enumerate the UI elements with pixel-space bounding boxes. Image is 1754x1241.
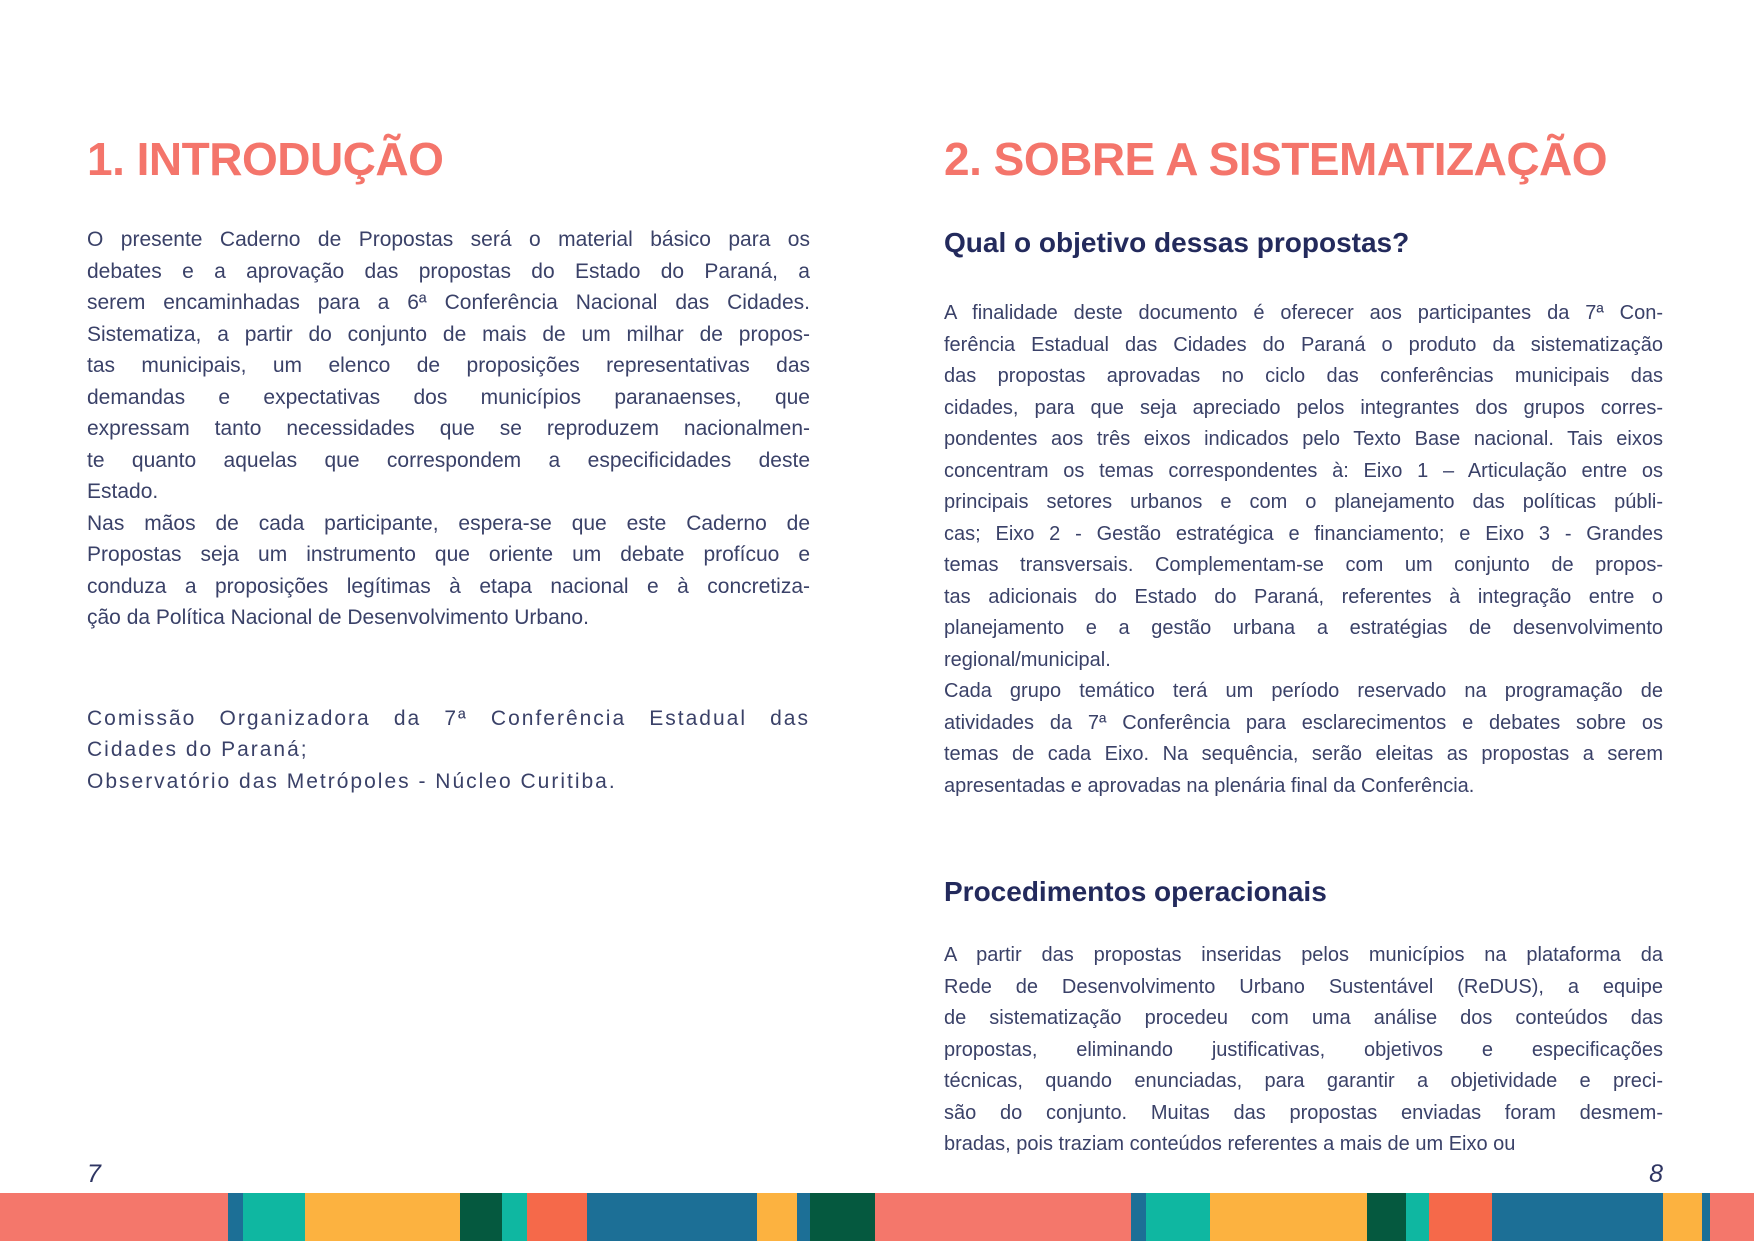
paragraph	[944, 298, 1663, 676]
text-line: Cidades do Paraná;	[87, 738, 309, 761]
text-line: demandas e expectativas dos municípios paranaenses, que	[87, 385, 810, 409]
stripe-salmon	[875, 1193, 1131, 1241]
section-heading-introducao: 1. INTRODUÇÃO	[87, 132, 444, 185]
text-line: são do conjunto. Muitas das propostas enviadas foram desmem-	[944, 1101, 1663, 1124]
stripe-green	[810, 1193, 875, 1241]
footer-stripe-bar	[0, 1193, 1754, 1241]
paragraph-observatorio	[87, 766, 810, 798]
subheading-objetivo: Qual o objetivo dessas propostas?	[944, 227, 1410, 258]
text-line: serem encaminhadas para a 6ª Conferência Nacional das Cidades.	[87, 291, 810, 314]
paragraph	[87, 224, 810, 508]
paragraph	[944, 676, 1663, 802]
text-line: planejamento e a gestão urbana a estratégias de desenvolvimento	[944, 617, 1663, 639]
stripe-blue	[1131, 1193, 1146, 1241]
text-line: expressam tanto necessidades que se reproduzem nacionalmen-	[87, 417, 810, 440]
text-line: temas transversais. Complementam-se com um conjunto de propos-	[944, 554, 1663, 576]
text-line: apresentadas e aprovadas na plenária final da Conferência.	[944, 774, 1475, 797]
text-line: propostas, eliminando justificativas, objetivos e especificações	[944, 1038, 1663, 1061]
text-line: O presente Caderno de Propostas será o material básico para os	[87, 228, 810, 251]
text-line: principais setores urbanos e com o planejamento das políticas públi-	[944, 491, 1663, 513]
text-line: cidades, para que seja apreciado pelos integrantes dos grupos corres-	[944, 396, 1663, 419]
stripe-teal	[1146, 1193, 1210, 1241]
paragraph-comissao	[87, 703, 810, 766]
text-line: ção da Política Nacional de Desenvolvimento Urbano.	[87, 606, 589, 629]
page-number-right: 8	[1649, 1160, 1663, 1188]
stripe-yellow	[757, 1193, 797, 1241]
stripe-blue	[587, 1193, 757, 1241]
subheading-procedimentos: Procedimentos operacionais	[944, 876, 1327, 907]
right-column	[944, 226, 1663, 1161]
paragraph	[944, 940, 1663, 1161]
text-line: Observatório das Metrópoles - Núcleo Curitiba.	[87, 769, 617, 793]
stripe-blue	[1702, 1193, 1710, 1241]
text-line: Estado.	[87, 480, 159, 503]
stripe-blue	[797, 1193, 810, 1241]
text-line: técnicas, quando enunciadas, para garantir a objetividade e preci-	[944, 1070, 1663, 1092]
text-line: te quanto aquelas que correspondem a especificidades deste	[87, 448, 810, 472]
text-line: tas adicionais do Estado do Paraná, referentes à integração entre o	[944, 585, 1663, 608]
text-line: Propostas seja um instrumento que oriente um debate profícuo e	[87, 543, 810, 566]
stripe-green	[460, 1193, 502, 1241]
text-line: Rede de Desenvolvimento Urbano Sustentável (ReDUS), a equipe	[944, 975, 1663, 998]
stripe-orange	[527, 1193, 587, 1241]
stripe-yellow	[1210, 1193, 1367, 1241]
text-line: das propostas aprovadas no ciclo das conferências municipais das	[944, 365, 1663, 387]
stripe-orange	[1429, 1193, 1492, 1241]
text-line: bradas, pois traziam conteúdos referentes a mais de um Eixo ou	[944, 1133, 1516, 1155]
text-line: Sistematiza, a partir do conjunto de mais de um milhar de propos-	[87, 322, 810, 346]
section-heading-sobre-a-sistematizacao: 2. SOBRE A SISTEMATIZAÇÃO	[944, 132, 1608, 185]
text-line: debates e a aprovação das propostas do Estado do Paraná, a	[87, 259, 810, 283]
page-number-left: 7	[87, 1160, 101, 1188]
stripe-yellow	[1663, 1193, 1702, 1241]
text-line: temas de cada Eixo. Na sequência, serão eleitas as propostas a serem	[944, 743, 1663, 765]
text-line: A partir das propostas inseridas pelos municípios na plataforma da	[944, 944, 1663, 966]
text-line: Comissão Organizadora da 7ª Conferência Estadual das	[87, 706, 810, 730]
stripe-green	[1367, 1193, 1406, 1241]
stripe-salmon	[0, 1193, 228, 1241]
stripe-teal	[243, 1193, 305, 1241]
text-line: pondentes aos três eixos indicados pelo Texto Base nacional. Tais eixos	[944, 428, 1663, 450]
stripe-blue	[228, 1193, 243, 1241]
text-line: concentram os temas correspondentes à: Eixo 1 – Articulação entre os	[944, 459, 1663, 482]
text-line: Nas mãos de cada participante, espera-se que este Caderno de	[87, 511, 810, 535]
stripe-teal	[1406, 1193, 1429, 1241]
text-line: cas; Eixo 2 - Gestão estratégica e financiamento; e Eixo 3 - Grandes	[944, 522, 1663, 545]
text-line: A finalidade deste documento é oferecer aos participantes da 7ª Con-	[944, 302, 1663, 324]
stripe-salmon	[1710, 1193, 1754, 1241]
text-line: conduza a proposições legítimas à etapa nacional e à concretiza-	[87, 574, 810, 598]
text-line: regional/municipal.	[944, 648, 1111, 671]
stripe-yellow	[305, 1193, 460, 1241]
text-line: atividades da 7ª Conferência para esclarecimentos e debates sobre os	[944, 711, 1663, 734]
stripe-teal	[502, 1193, 527, 1241]
text-line: tas municipais, um elenco de proposições representativas das	[87, 354, 810, 377]
text-line: de sistematização procedeu com uma análise dos conteúdos das	[944, 1007, 1663, 1029]
paragraph	[87, 508, 810, 634]
text-line: Cada grupo temático terá um período reservado na programação de	[944, 680, 1663, 702]
left-column	[87, 224, 810, 797]
stripe-blue	[1492, 1193, 1663, 1241]
text-line: ferência Estadual das Cidades do Paraná o produto da sistematização	[944, 333, 1663, 356]
